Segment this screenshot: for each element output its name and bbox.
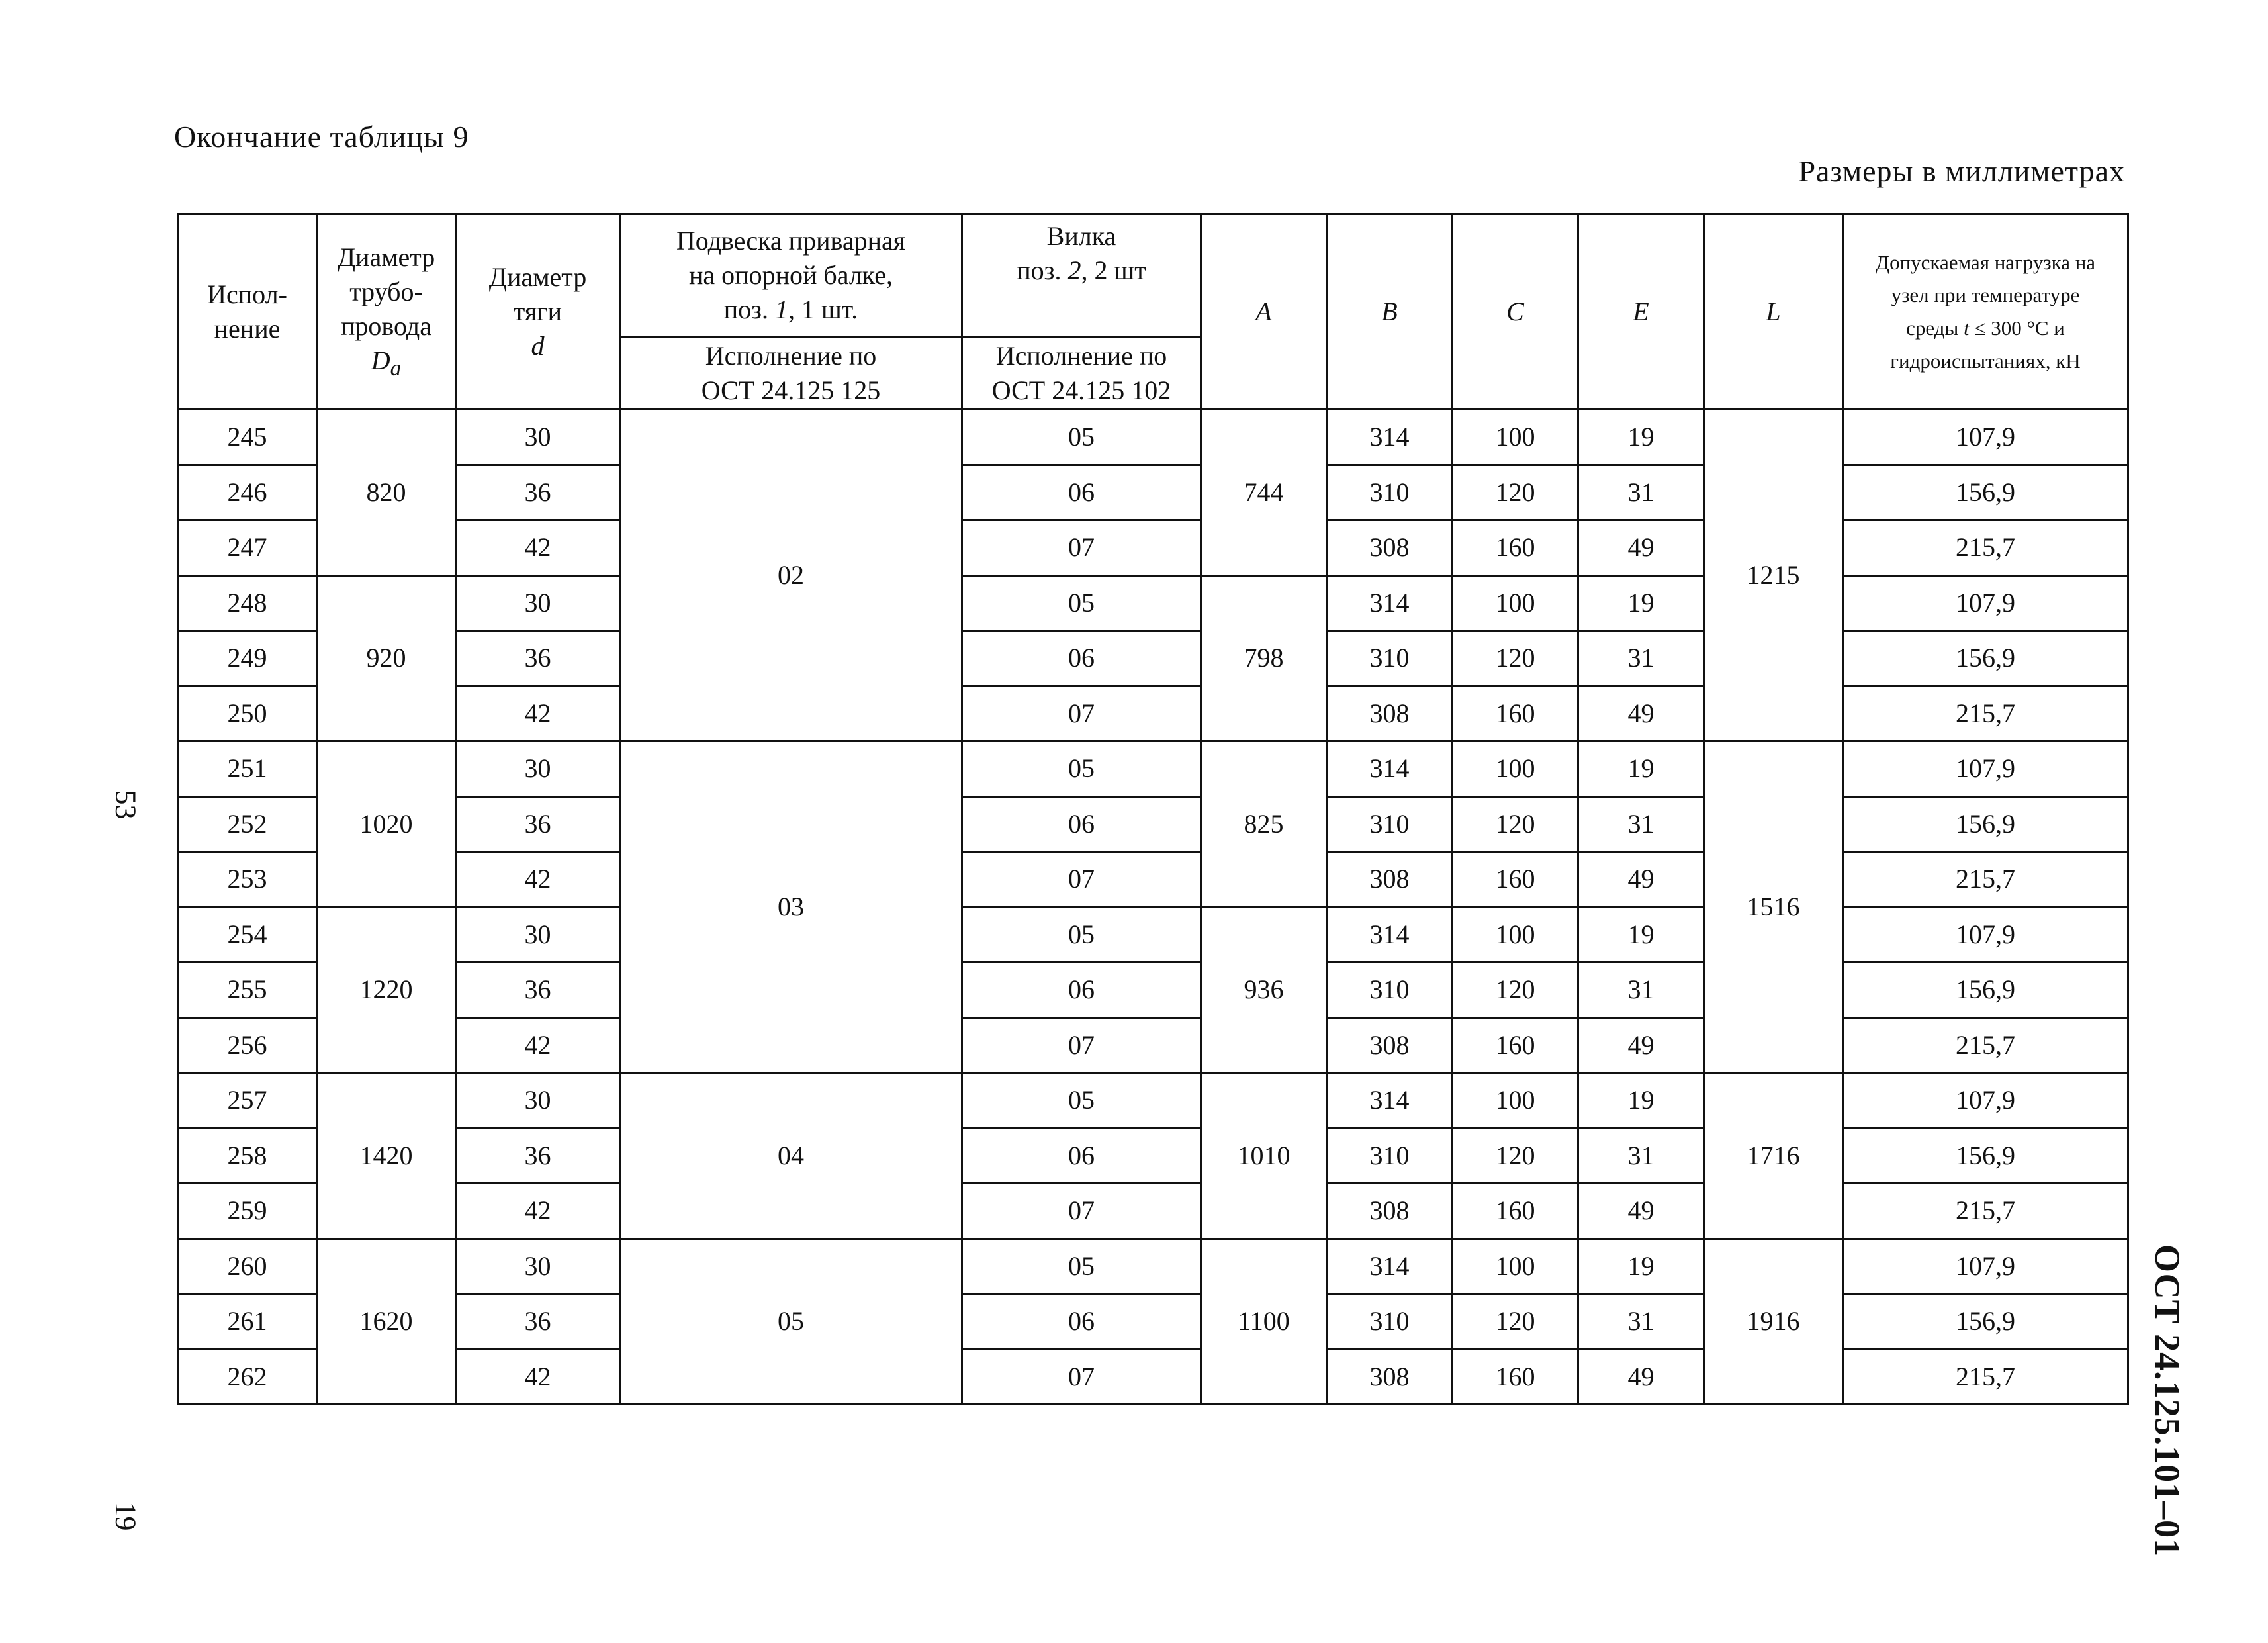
cell-fork-execution: 06 [962,796,1201,852]
cell-ispolnenie: 256 [178,1017,317,1073]
cell-B: 308 [1327,852,1453,908]
cell-B: 308 [1327,520,1453,576]
cell-ispolnenie: 260 [178,1239,317,1294]
cell-B: 310 [1327,1128,1453,1184]
cell-C: 120 [1453,1294,1578,1350]
cell-ispolnenie: 245 [178,410,317,465]
cell-fork-execution: 05 [962,575,1201,631]
cell-B: 310 [1327,962,1453,1018]
cell-hanger-execution: 04 [620,1073,962,1239]
table-body [178,410,2128,1405]
header-L: L [1704,214,1843,410]
cell-rod-diameter: 42 [456,1017,620,1073]
cell-allowable-load: 107,9 [1843,410,2128,465]
cell-allowable-load: 156,9 [1843,962,2128,1018]
cell-fork-execution: 06 [962,1128,1201,1184]
cell-rod-diameter: 42 [456,1349,620,1405]
cell-allowable-load: 107,9 [1843,1073,2128,1129]
cell-allowable-load: 215,7 [1843,686,2128,741]
cell-ispolnenie: 250 [178,686,317,741]
cell-B: 310 [1327,1294,1453,1350]
cell-E: 19 [1578,1239,1704,1294]
cell-B: 310 [1327,631,1453,686]
cell-L: 1916 [1704,1239,1843,1405]
cell-ispolnenie: 258 [178,1128,317,1184]
cell-E: 31 [1578,1128,1704,1184]
cell-hanger-execution: 03 [620,741,962,1073]
standard-code: ОСТ 24.125.101–01 [2148,1244,2187,1558]
header-rod-diameter: Диаметр тяги d [456,214,620,410]
dimensions-table [177,213,2129,1405]
cell-B: 314 [1327,1239,1453,1294]
cell-E: 31 [1578,796,1704,852]
cell-C: 160 [1453,1349,1578,1405]
header-ispolnenie: Испол-нение [178,214,317,410]
cell-ispolnenie: 259 [178,1184,317,1239]
cell-C: 100 [1453,1073,1578,1129]
cell-C: 120 [1453,796,1578,852]
cell-E: 31 [1578,631,1704,686]
cell-rod-diameter: 36 [456,796,620,852]
cell-C: 100 [1453,741,1578,797]
cell-fork-execution: 07 [962,686,1201,741]
cell-fork-execution: 06 [962,1294,1201,1350]
cell-E: 19 [1578,907,1704,962]
cell-B: 308 [1327,1017,1453,1073]
cell-A: 936 [1201,907,1327,1073]
cell-E: 19 [1578,1073,1704,1129]
cell-C: 100 [1453,575,1578,631]
cell-fork-execution: 05 [962,410,1201,465]
cell-B: 314 [1327,575,1453,631]
cell-ispolnenie: 254 [178,907,317,962]
cell-E: 19 [1578,410,1704,465]
cell-E: 49 [1578,686,1704,741]
cell-allowable-load: 107,9 [1843,1239,2128,1294]
cell-B: 310 [1327,796,1453,852]
table-caption: Окончание таблицы 9 [174,120,469,154]
cell-allowable-load: 156,9 [1843,465,2128,520]
header-pipe-diameter: Диаметр трубо- провода $D_a$ [317,214,456,410]
cell-pipe-diameter: 1220 [317,907,456,1073]
cell-C: 120 [1453,1128,1578,1184]
cell-fork-execution: 07 [962,852,1201,908]
cell-fork-execution: 07 [962,1349,1201,1405]
cell-ispolnenie: 251 [178,741,317,797]
cell-allowable-load: 215,7 [1843,852,2128,908]
header-A: A [1201,214,1327,410]
cell-fork-execution: 05 [962,741,1201,797]
cell-ispolnenie: 262 [178,1349,317,1405]
cell-rod-diameter: 30 [456,575,620,631]
cell-E: 19 [1578,741,1704,797]
cell-allowable-load: 156,9 [1843,796,2128,852]
cell-C: 160 [1453,852,1578,908]
table-row [178,741,2128,797]
cell-allowable-load: 107,9 [1843,575,2128,631]
cell-A: 744 [1201,410,1327,576]
cell-fork-execution: 07 [962,520,1201,576]
cell-rod-diameter: 36 [456,465,620,520]
header-C: C [1453,214,1578,410]
cell-E: 49 [1578,1184,1704,1239]
cell-B: 314 [1327,741,1453,797]
cell-allowable-load: 107,9 [1843,741,2128,797]
cell-E: 31 [1578,1294,1704,1350]
cell-ispolnenie: 249 [178,631,317,686]
cell-ispolnenie: 261 [178,1294,317,1350]
cell-rod-diameter: 42 [456,852,620,908]
cell-E: 49 [1578,1017,1704,1073]
cell-allowable-load: 215,7 [1843,1184,2128,1239]
cell-ispolnenie: 252 [178,796,317,852]
cell-pipe-diameter: 1020 [317,741,456,908]
cell-allowable-load: 156,9 [1843,631,2128,686]
table-row [178,1073,2128,1129]
cell-allowable-load: 215,7 [1843,520,2128,576]
cell-ispolnenie: 247 [178,520,317,576]
cell-E: 49 [1578,520,1704,576]
cell-allowable-load: 156,9 [1843,1294,2128,1350]
cell-pipe-diameter: 1420 [317,1073,456,1239]
cell-B: 314 [1327,410,1453,465]
table-row [178,410,2128,465]
cell-L: 1215 [1704,410,1843,741]
cell-pipe-diameter: 920 [317,575,456,741]
units-note: Размеры в миллиметрах [1798,154,2125,188]
cell-ispolnenie: 257 [178,1073,317,1129]
cell-rod-diameter: 42 [456,1184,620,1239]
cell-fork-execution: 06 [962,962,1201,1018]
header-B: B [1327,214,1453,410]
cell-ispolnenie: 253 [178,852,317,908]
cell-C: 100 [1453,1239,1578,1294]
cell-rod-diameter: 30 [456,1239,620,1294]
table-row [178,1239,2128,1294]
header-E: E [1578,214,1704,410]
cell-E: 19 [1578,575,1704,631]
cell-allowable-load: 107,9 [1843,907,2128,962]
cell-E: 49 [1578,1349,1704,1405]
side-page-number-bottom: 19 [109,1501,142,1531]
cell-E: 49 [1578,852,1704,908]
cell-C: 100 [1453,907,1578,962]
cell-rod-diameter: 30 [456,907,620,962]
cell-rod-diameter: 36 [456,631,620,686]
cell-A: 798 [1201,575,1327,741]
cell-C: 160 [1453,1017,1578,1073]
cell-B: 308 [1327,1349,1453,1405]
cell-rod-diameter: 30 [456,741,620,797]
cell-C: 100 [1453,410,1578,465]
cell-rod-diameter: 30 [456,1073,620,1129]
cell-B: 314 [1327,1073,1453,1129]
cell-A: 1010 [1201,1073,1327,1239]
side-page-number-top: 53 [109,790,142,820]
cell-allowable-load: 156,9 [1843,1128,2128,1184]
cell-L: 1716 [1704,1073,1843,1239]
cell-B: 310 [1327,465,1453,520]
cell-hanger-execution: 05 [620,1239,962,1405]
cell-A: 1100 [1201,1239,1327,1405]
cell-B: 314 [1327,907,1453,962]
cell-rod-diameter: 42 [456,520,620,576]
cell-C: 160 [1453,1184,1578,1239]
cell-rod-diameter: 42 [456,686,620,741]
cell-C: 120 [1453,465,1578,520]
cell-B: 308 [1327,1184,1453,1239]
cell-E: 31 [1578,962,1704,1018]
cell-rod-diameter: 30 [456,410,620,465]
cell-fork-execution: 07 [962,1017,1201,1073]
cell-fork-execution: 06 [962,465,1201,520]
cell-L: 1516 [1704,741,1843,1073]
header-allowable-load: Допускаемая нагрузка на узел при температуре среды t ≤ 300 °С и гидроиспытаниях, кН [1843,214,2128,410]
cell-C: 160 [1453,520,1578,576]
cell-allowable-load: 215,7 [1843,1349,2128,1405]
cell-ispolnenie: 255 [178,962,317,1018]
cell-fork-execution: 05 [962,1239,1201,1294]
cell-rod-diameter: 36 [456,962,620,1018]
cell-fork-execution: 06 [962,631,1201,686]
header-hanger-standard: Исполнение по ОСТ 24.125 125 [620,337,962,410]
cell-ispolnenie: 248 [178,575,317,631]
cell-C: 160 [1453,686,1578,741]
cell-E: 31 [1578,465,1704,520]
cell-fork-execution: 07 [962,1184,1201,1239]
cell-pipe-diameter: 1620 [317,1239,456,1405]
cell-fork-execution: 05 [962,907,1201,962]
cell-rod-diameter: 36 [456,1128,620,1184]
cell-allowable-load: 215,7 [1843,1017,2128,1073]
cell-fork-execution: 05 [962,1073,1201,1129]
cell-rod-diameter: 36 [456,1294,620,1350]
cell-pipe-diameter: 820 [317,410,456,576]
cell-hanger-execution: 02 [620,410,962,741]
cell-C: 120 [1453,962,1578,1018]
cell-ispolnenie: 246 [178,465,317,520]
cell-C: 120 [1453,631,1578,686]
header-fork: Вилка поз. 2, 2 шт [962,214,1201,337]
cell-A: 825 [1201,741,1327,908]
header-welded-hanger: Подвеска приварная на опорной балке, поз. 1, 1 шт. [620,214,962,337]
header-fork-standard: Исполнение по ОСТ 24.125 102 [962,337,1201,410]
cell-B: 308 [1327,686,1453,741]
